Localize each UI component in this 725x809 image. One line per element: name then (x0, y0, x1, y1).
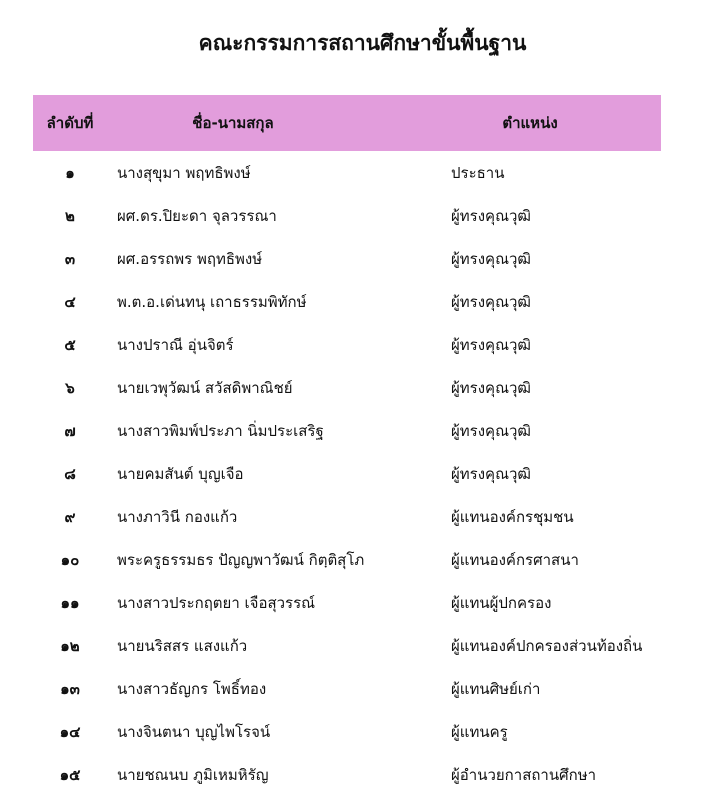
member-name: นางจินตนา บุญไพโรจน์ (117, 722, 271, 741)
member-name: นายชณนบ ภูมิเหมหิรัญ (117, 765, 269, 784)
member-position: ผู้ทรงคุณวุฒิ (451, 335, 531, 354)
member-position: ประธาน (451, 163, 505, 182)
table-row (33, 538, 661, 581)
member-position: ผู้อำนวยกาสถานศึกษา (451, 765, 597, 784)
page-title: คณะกรรมการสถานศึกษาขั้นพื้นฐาน (198, 31, 527, 55)
row-number: ๑๑ (60, 593, 80, 612)
member-name: นางสาวประกฤตยา เจือสุวรรณ์ (117, 593, 316, 612)
table-row (33, 280, 661, 323)
table-body (33, 151, 661, 796)
member-position: ผู้ทรงคุณวุฒิ (451, 249, 531, 268)
member-name: ผศ.ดร.ปิยะดา จุลวรรณา (117, 206, 277, 225)
table-row (33, 409, 661, 452)
member-position: ผู้ทรงคุณวุฒิ (451, 292, 531, 311)
row-number: ๒ (65, 206, 75, 225)
committee-table (33, 95, 661, 796)
table-row (33, 194, 661, 237)
member-name: นางสาวธัญกร โพธิ์ทอง (117, 679, 267, 698)
row-number: ๑ (65, 163, 75, 182)
table-row (33, 151, 661, 194)
row-number: ๑๕ (59, 765, 81, 784)
member-position: ผู้ทรงคุณวุฒิ (451, 464, 531, 483)
row-number: ๕ (64, 335, 76, 354)
member-position: ผู้ทรงคุณวุฒิ (451, 206, 531, 225)
row-number: ๓ (64, 249, 76, 268)
member-name: นายนริสสร แสงแก้ว (117, 636, 248, 655)
row-number: ๙ (64, 507, 76, 526)
table-row (33, 452, 661, 495)
member-position: ผู้แทนศิษย์เก่า (451, 679, 541, 698)
member-name: นางสาวพิมพ์ประภา นิ่มประเสริฐ (117, 421, 324, 440)
member-name: ผศ.อรรถพร พฤทธิพงษ์ (117, 249, 263, 268)
table-header (33, 95, 661, 151)
member-name: พระครูธรรมธร ปัญญพาวัฒน์ กิตฺติสุโภ (117, 550, 365, 569)
member-position: ผู้ทรงคุณวุฒิ (451, 421, 531, 440)
table-row (33, 667, 661, 710)
member-name: นายเวพุวัฒน์ สวัสดิพาณิชย์ (117, 378, 293, 397)
table-row (33, 710, 661, 753)
table-row (33, 237, 661, 280)
row-number: ๘ (64, 464, 76, 483)
member-position: ผู้แทนองค์กรชุมชน (451, 507, 574, 526)
header-no: ลำดับที่ (46, 114, 94, 132)
member-name: นางสุขุมา พฤทธิพงษ์ (117, 163, 251, 182)
member-position: ผู้แทนครู (451, 722, 508, 741)
table-row (33, 624, 661, 667)
member-name: พ.ต.อ.เด่นทนุ เถาธรรมพิทักษ์ (117, 292, 307, 311)
row-number: ๑๓ (60, 679, 80, 698)
row-number: ๑๐ (60, 550, 80, 569)
header-name: ชื่อ-นามสกุล (192, 114, 274, 132)
row-number: ๗ (64, 421, 76, 440)
table-row (33, 581, 661, 624)
member-position: ผู้แทนองค์ปกครองส่วนท้องถิ่น (451, 636, 643, 655)
table-row (33, 366, 661, 409)
row-number: ๖ (65, 378, 75, 397)
member-name: นางภาวินี กองแก้ว (117, 507, 238, 526)
table-row (33, 323, 661, 366)
member-position: ผู้ทรงคุณวุฒิ (451, 378, 531, 397)
header-position: ตำแหน่ง (502, 114, 558, 132)
row-number: ๔ (64, 292, 76, 311)
row-number: ๑๔ (59, 722, 81, 741)
member-position: ผู้แทนองค์กรศาสนา (451, 550, 579, 569)
member-position: ผู้แทนผู้ปกครอง (451, 593, 552, 612)
member-name: นายคมสันต์ บุญเจือ (117, 464, 244, 483)
member-name: นางปราณี อุ่นจิตร์ (117, 335, 234, 354)
row-number: ๑๒ (60, 636, 80, 655)
table-row (33, 753, 661, 796)
table-row (33, 495, 661, 538)
